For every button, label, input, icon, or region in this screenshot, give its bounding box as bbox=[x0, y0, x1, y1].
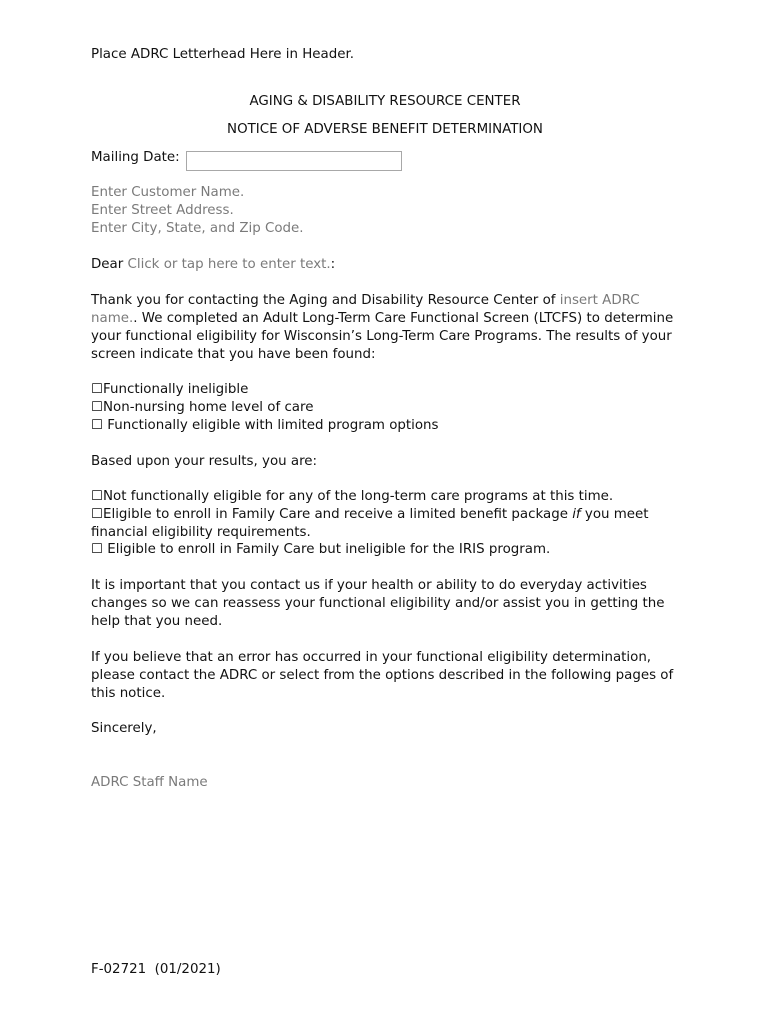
found-option-non-nursing bbox=[91, 399, 313, 417]
staff-name-field[interactable]: ADRC Staff Name bbox=[91, 775, 208, 790]
recipient-name-field[interactable]: Click or tap here to enter text. bbox=[127, 257, 331, 272]
result-option-not-eligible bbox=[91, 488, 613, 506]
street-address-field[interactable]: Enter Street Address. bbox=[91, 203, 234, 218]
notice-title: NOTICE OF ADVERSE BENEFIT DETERMINATION bbox=[227, 122, 543, 137]
results-intro: Based upon your results, you are: bbox=[91, 454, 318, 469]
checkbox-limited-options[interactable]: ☐ bbox=[91, 418, 104, 433]
agency-title: AGING & DISABILITY RESOURCE CENTER bbox=[249, 94, 521, 109]
result-option-label: Not functionally eligible for any of the long-term care programs at this time. bbox=[103, 489, 614, 504]
mailing-date-label: Mailing Date: bbox=[91, 150, 180, 165]
checkbox-ineligible[interactable]: ☐ bbox=[91, 382, 104, 397]
form-id: F-02721 (01/2021) bbox=[91, 962, 221, 977]
salutation-suffix: : bbox=[330, 257, 336, 272]
found-option-label: Functionally ineligible bbox=[103, 382, 249, 397]
customer-name-field[interactable]: Enter Customer Name. bbox=[91, 185, 245, 200]
result-option-label: Eligible to enroll in Family Care and receive a limited benefit package bbox=[103, 507, 573, 522]
checkbox-limited-benefit[interactable]: ☐ bbox=[91, 507, 104, 522]
intro-text-start: Thank you for contacting the Aging and Disability Resource Center of bbox=[91, 293, 560, 308]
checkbox-family-care-only[interactable]: ☐ bbox=[91, 542, 104, 557]
result-option-emphasis: if bbox=[572, 507, 581, 522]
result-option-limited-benefit bbox=[91, 506, 691, 542]
letterhead-note: Place ADRC Letterhead Here in Header. bbox=[91, 47, 354, 62]
intro-paragraph bbox=[91, 292, 676, 364]
city-state-zip-field[interactable]: Enter City, State, and Zip Code. bbox=[91, 221, 304, 236]
mailing-date-field[interactable] bbox=[186, 151, 402, 171]
found-option-limited bbox=[91, 417, 439, 435]
result-option-label: Eligible to enroll in Family Care but ineligible for the IRIS program. bbox=[103, 542, 551, 557]
result-option-label: you meet financial eligibility requirements. bbox=[91, 507, 649, 540]
found-option-label: Functionally eligible with limited program options bbox=[103, 418, 439, 433]
adrc-name-field[interactable]: insert ADRC name. bbox=[91, 293, 640, 326]
contact-paragraph: It is important that you contact us if your health or ability to do everyday activities changes so we can reassess your functional eligibility and/or assist you in getting the help that you need. bbox=[91, 578, 665, 629]
salutation-prefix: Dear bbox=[91, 257, 128, 272]
found-option-label: Non-nursing home level of care bbox=[103, 400, 314, 415]
error-paragraph: If you believe that an error has occurred in your functional eligibility determination, please contact the ADRC or select from the options described in the following pages of this notice. bbox=[91, 650, 674, 701]
closing: Sincerely, bbox=[91, 721, 157, 736]
result-option-family-care-only bbox=[91, 541, 550, 559]
intro-text-end: . We completed an Adult Long-Term Care Functional Screen (LTCFS) to determine your functional eligibility for Wisconsin’s Long-Term Care Programs. The results of your screen indicate that you have been found: bbox=[91, 311, 674, 362]
checkbox-not-eligible[interactable]: ☐ bbox=[91, 489, 104, 504]
salutation bbox=[91, 256, 335, 274]
found-option-ineligible bbox=[91, 381, 248, 399]
checkbox-non-nursing[interactable]: ☐ bbox=[91, 400, 104, 415]
